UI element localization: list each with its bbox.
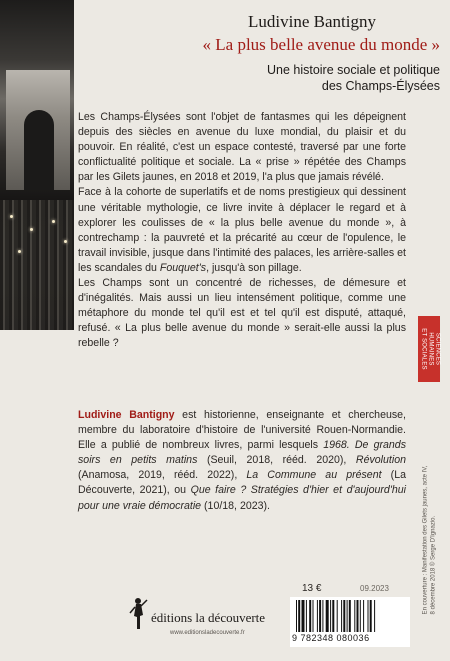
- bio-text: (Anamosa, 2019, rééd. 2022),: [78, 469, 247, 482]
- barcode-bar: [309, 600, 311, 632]
- blurb-paragraph-2-text: Face à la cohorte de superlatifs et de noms prestigieux qui dessinent une véritable mythologie, ce livre invite à déplacer le regard et à explorer les coulisses de « la plus belle avenue du monde », à contrechamp : la pauvreté et la précarité au cœur de l'opulence, le travail invisible, jusque dans l'intimité des palaces, les arrière-salles et les scandales du: [78, 186, 406, 274]
- date-code: 09.2023: [360, 584, 389, 593]
- barcode-bar: [370, 600, 372, 632]
- fouquets-italic: Fouquet's: [159, 261, 207, 274]
- barcode-bar: [313, 600, 314, 632]
- blurb-paragraph-3: Les Champs sont un concentré de richesses, de démesure et d'inégalités. Mais aussi un lieu intensément politique, comme une métaphore du monde tel qu'il est et tel qu'il est disputé, attaqué, refusé. « La plus belle avenue du monde » serait-elle aussi la plus rebelle ?: [78, 277, 406, 350]
- bio-text: (La Découverte, 2021), ou: [78, 469, 406, 497]
- cover-photo-strip: [0, 0, 74, 330]
- bio-book-title: La Commune au présent: [246, 469, 382, 482]
- category-line-1: SCIENCES: [434, 332, 441, 366]
- barcode-bar: [319, 600, 321, 632]
- barcode-bar: [360, 600, 361, 632]
- barcode-bar: [347, 600, 348, 632]
- barcode-bar: [330, 600, 331, 632]
- street-light: [64, 240, 67, 243]
- blurb: [78, 110, 406, 352]
- category-line-3: ET SOCIALES: [420, 328, 427, 370]
- book-title: « La plus belle avenue du monde »: [202, 35, 440, 54]
- barcode-bar: [337, 600, 338, 632]
- barcode-bar: [363, 600, 364, 632]
- street-light: [52, 220, 55, 223]
- barcode-bar: [341, 600, 342, 632]
- bio-text: est historienne, enseignante et chercheuse, membre du laboratoire d'histoire de l'université Rouen-Normandie. Elle a publié de nombreux livres, parmi lesquels: [78, 409, 406, 452]
- photo-credit-line-2: 8 décembre 2018 © Serge D'Ignazio.: [430, 515, 436, 615]
- bio-text: (Seuil, 2018, rééd. 2020),: [197, 454, 356, 467]
- category-line-2: HUMAINES: [427, 332, 434, 366]
- barcode-bar: [374, 600, 375, 632]
- barcode-bar: [296, 600, 297, 632]
- barcode-bar: [349, 600, 351, 632]
- bio-book-title: Révolution: [355, 454, 406, 467]
- blurb-paragraph-2-end: , jusqu'à son pillage.: [206, 261, 302, 274]
- bio-book-title: Que faire ? Stratégies d'hier et d'aujourd'hui pour une vraie démocratie: [78, 484, 406, 512]
- barcode-bar: [326, 600, 329, 632]
- barcode-bar: [354, 600, 355, 632]
- barcode-bars: [296, 600, 404, 632]
- bio-author-name: Ludivine Bantigny: [78, 409, 175, 421]
- photo-credit: [423, 466, 438, 615]
- barcode-bar: [306, 600, 307, 632]
- barcode-bar: [332, 600, 334, 632]
- crowd-image: [0, 200, 74, 330]
- publisher-website: www.editionsladecouverte.fr: [170, 630, 245, 636]
- barcode-bar: [317, 600, 318, 632]
- publisher-logo-icon: [128, 597, 148, 631]
- photo-credit-line-1: En couverture : Manifestation des Gilets jaunes, acte IV,: [422, 465, 429, 615]
- barcode-bar: [343, 600, 345, 632]
- arch-opening: [24, 110, 54, 190]
- publisher-name: éditions la découverte: [151, 610, 266, 625]
- category-label: [420, 328, 441, 369]
- barcode-bar: [302, 600, 305, 632]
- street-light: [30, 228, 33, 231]
- barcode-bar: [322, 600, 323, 632]
- author-name: Ludivine Bantigny: [248, 12, 376, 31]
- blurb-paragraph-1: Les Champs-Élysées sont l'objet de fantasmes qui les dépeignent depuis des siècles en avenue du luxe mondial, du plaisir et du pouvoir. En réalité, c'est un espace contesté, traversé par une forte conflictualité politique et sociale. La « prise » répétée des Champs par les Gilets jaunes, en 2018 et 2019, l'a plus que jamais révélé.: [78, 111, 406, 184]
- street-light: [10, 215, 13, 218]
- barcode-bar: [357, 600, 359, 632]
- barcode-bar: [298, 600, 300, 632]
- subtitle-line-1: Une histoire sociale et politique: [266, 63, 440, 77]
- street-light: [18, 250, 21, 253]
- isbn-number: 9 782348 080036: [292, 633, 370, 643]
- barcode-bar: [368, 600, 369, 632]
- author-bio: [78, 408, 406, 514]
- book-subtitle: [150, 62, 440, 94]
- barcode: [290, 597, 410, 647]
- subtitle-line-2: des Champs-Élysées: [321, 79, 440, 93]
- bio-text: (10/18, 2023).: [201, 499, 270, 512]
- blurb-paragraph-2: [78, 185, 406, 276]
- price: 13 €: [302, 583, 322, 594]
- bio-book-title: 1968. De grands soirs en petits matins: [78, 439, 406, 467]
